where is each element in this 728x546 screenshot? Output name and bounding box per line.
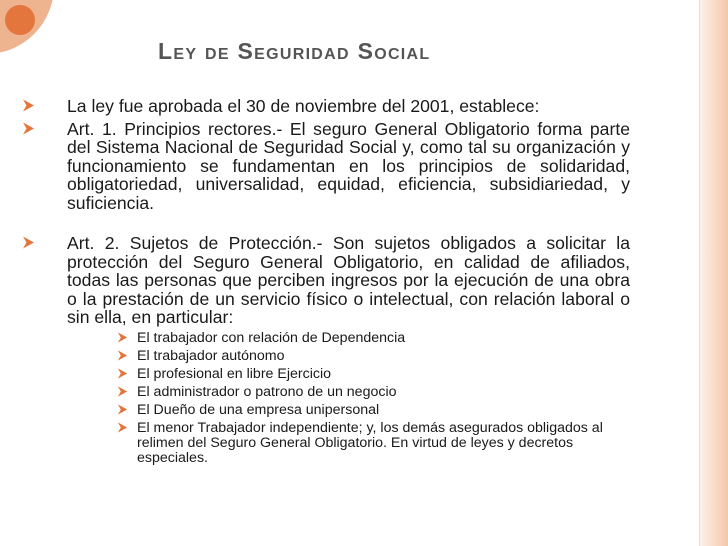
arrowhead-bullet-icon — [117, 386, 128, 397]
bullet-item-article-1 — [22, 120, 630, 213]
sub-bullet-item — [117, 403, 607, 418]
sub-bullet-item — [117, 331, 607, 346]
sub-bullet-text: El trabajador con relación de Dependencia — [137, 329, 406, 346]
arrowhead-bullet-icon — [117, 350, 128, 361]
bullet-item-article-2 — [22, 234, 630, 327]
sub-bullet-text: El trabajador autónomo — [137, 347, 285, 364]
arrowhead-bullet-icon — [22, 236, 35, 249]
bullet-text: Art. 2. Sujetos de Protección.- Son sujetos obligados a solicitar la protección del Seguro General Obligatorio, en calidad de afiliados, todas las personas que perciben ingresos por la ejecución de una obra o la prestación de un servicio físico o intelectual, con relación laboral o sin ella, en particular: — [67, 233, 630, 327]
bullet-text: La ley fue aprobada el 30 de noviembre del 2001, establece: — [67, 96, 540, 116]
bullet-text: Art. 1. Principios rectores.- El seguro General Obligatorio forma parte del Sistema Nacional de Seguridad Social y, como tal su organización y funcionamiento se fundamentan en los principios de solidaridad, obligatoriedad, universalidad, equidad, eficiencia, subsidiariedad, y suficiencia. — [67, 118, 630, 213]
arrowhead-bullet-icon — [22, 99, 35, 112]
sub-bullet-text: El menor Trabajador independiente; y, los demás asegurados obligados al relimen del Seguro General Obligatorio. En virtud de leyes y decretos especiales. — [137, 419, 603, 466]
sub-bullet-item — [117, 421, 607, 466]
decorative-side-band — [700, 0, 728, 546]
decorative-corner-circle-small — [5, 5, 35, 35]
sub-bullet-list — [22, 331, 607, 466]
arrowhead-bullet-icon — [117, 404, 128, 415]
slide-title: Ley de Seguridad Social — [158, 38, 431, 64]
bullet-item-approval — [22, 97, 630, 116]
arrowhead-bullet-icon — [117, 368, 128, 379]
sub-bullet-text: El profesional en libre Ejercicio — [137, 365, 331, 382]
arrowhead-bullet-icon — [117, 332, 128, 343]
sub-bullet-text: El administrador o patrono de un negocio — [137, 383, 397, 400]
slide-content — [22, 97, 630, 469]
sub-bullet-item — [117, 349, 607, 364]
sub-bullet-item — [117, 367, 607, 382]
sub-bullet-item — [117, 385, 607, 400]
sub-bullet-text: El Dueño de una empresa unipersonal — [137, 401, 380, 418]
arrowhead-bullet-icon — [22, 122, 35, 135]
arrowhead-bullet-icon — [117, 422, 128, 433]
